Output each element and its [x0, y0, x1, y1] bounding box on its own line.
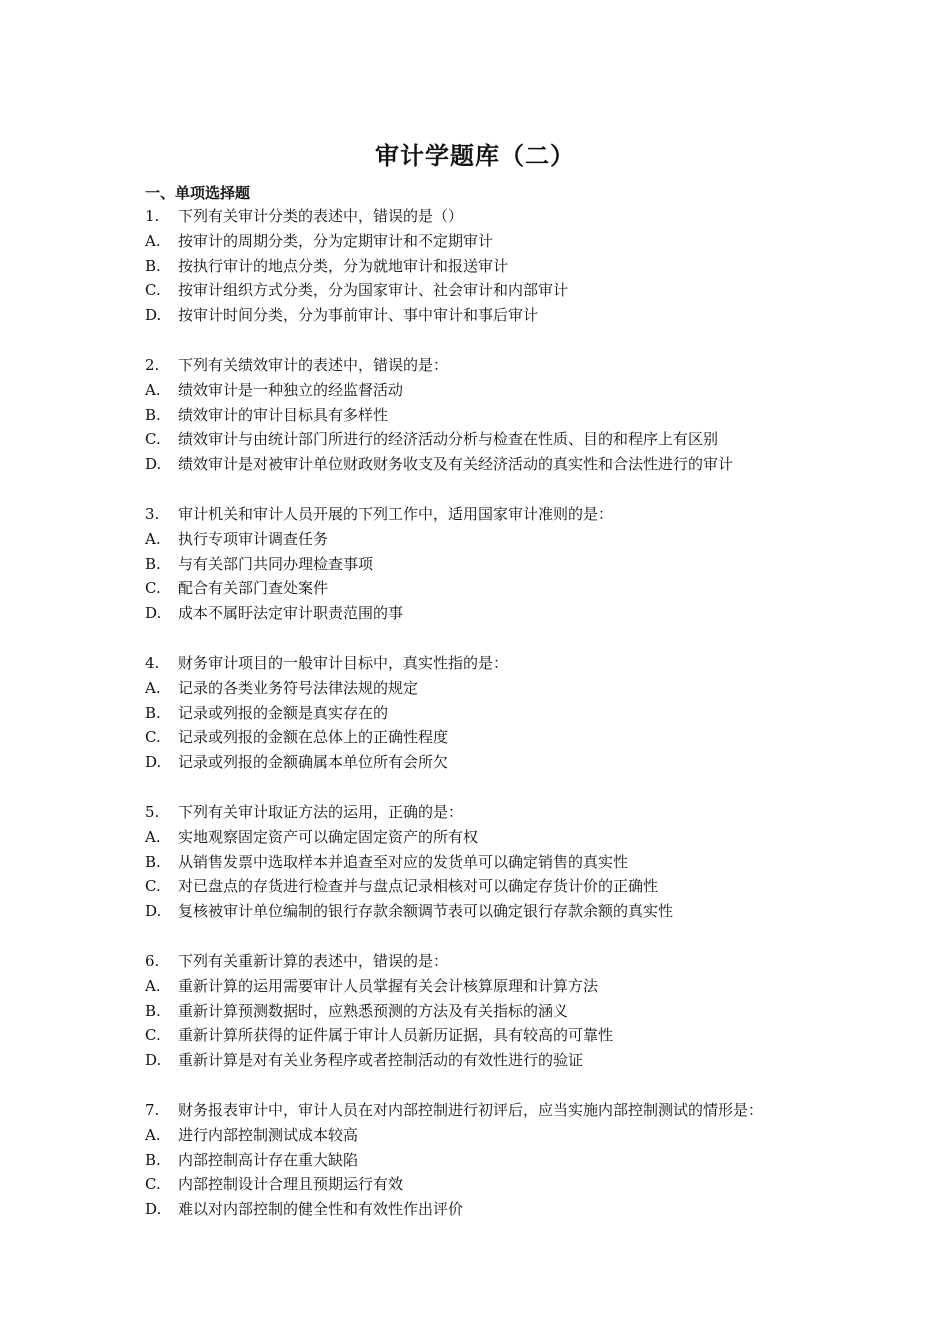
question-number: 7.	[145, 1100, 160, 1119]
question-4	[145, 651, 825, 775]
question-text: 下列有关绩效审计的表述中，错误的是：	[178, 355, 449, 374]
option-label: C.	[145, 1175, 161, 1194]
option-label: B.	[145, 703, 161, 722]
question-stem	[145, 502, 825, 527]
option-text: 重新计算是对有关业务程序或者控制活动的有效性进行的验证	[178, 1051, 584, 1070]
question-number: 2.	[145, 355, 160, 374]
question-text: 财务报表审计中，审计人员在对内部控制进行初评后，应当实施内部控制测试的情形是：	[178, 1100, 764, 1119]
question-stem	[145, 353, 825, 378]
option-d	[145, 1048, 825, 1073]
option-text: 记录的各类业务符号法律法规的规定	[178, 678, 419, 697]
option-text: 内部控制设计合理且预期运行有效	[178, 1175, 404, 1194]
option-label: A.	[145, 1125, 161, 1144]
option-text: 内部控制高计存在重大缺陷	[178, 1150, 359, 1169]
option-text: 实地观察固定资产可以确定固定资产的所有权	[178, 827, 479, 846]
option-label: D.	[145, 604, 162, 623]
option-label: A.	[145, 976, 161, 995]
question-number: 1.	[145, 207, 160, 225]
question-2	[145, 353, 825, 477]
option-text: 重新计算预测数据时，应熟悉预测的方法及有关指标的涵义	[178, 1001, 569, 1020]
option-c	[145, 874, 825, 899]
section-title: 一、单项选择题	[145, 184, 251, 202]
option-text: 按审计的周期分类，分为定期审计和不定期审计	[178, 231, 494, 250]
option-label: D.	[145, 1200, 162, 1219]
option-label: B.	[145, 256, 161, 275]
option-d	[145, 601, 825, 626]
question-text: 下列有关审计分类的表述中，错误的是（）	[178, 207, 464, 225]
option-text: 记录或列报的金额在总体上的正确性程度	[178, 728, 449, 747]
question-stem	[145, 949, 825, 974]
question-7	[145, 1098, 825, 1222]
option-d	[145, 1197, 825, 1222]
question-text: 下列有关重新计算的表述中，错误的是：	[178, 951, 449, 970]
question-3	[145, 502, 825, 626]
option-label: B.	[145, 852, 161, 871]
option-text: 按审计组织方式分类，分为国家审计、社会审计和内部审计	[178, 281, 569, 300]
option-c	[145, 427, 825, 452]
question-1	[145, 204, 825, 328]
option-a	[145, 1123, 825, 1148]
question-stem	[145, 800, 825, 825]
option-label: C.	[145, 430, 161, 449]
option-text: 从销售发票中选取样本并追查至对应的发货单可以确定销售的真实性	[178, 852, 629, 871]
question-stem	[145, 651, 825, 676]
option-label: A.	[145, 678, 161, 697]
option-text: 记录或列报的金额确属本单位所有会所欠	[178, 753, 449, 772]
option-label: C.	[145, 579, 161, 598]
option-b	[145, 1148, 825, 1173]
option-label: D.	[145, 753, 162, 772]
question-number: 6.	[145, 951, 160, 970]
option-d	[145, 303, 825, 328]
question-number: 5.	[145, 802, 160, 821]
option-b	[145, 850, 825, 875]
option-text: 成本不属盱法定审计职责范围的事	[178, 604, 404, 623]
option-label: C.	[145, 728, 161, 747]
option-label: B.	[145, 1150, 161, 1169]
option-text: 进行内部控制测试成本较高	[178, 1125, 359, 1144]
option-b	[145, 999, 825, 1024]
option-text: 记录或列报的金额是真实存在的	[178, 703, 389, 722]
question-list	[145, 204, 825, 1247]
option-label: A.	[145, 231, 161, 250]
question-stem	[145, 204, 825, 229]
question-6	[145, 949, 825, 1073]
option-text: 绩效审计是对被审计单位财政财务收支及有关经济活动的真实性和合法性进行的审计	[178, 455, 734, 474]
option-label: D.	[145, 306, 162, 325]
option-label: A.	[145, 380, 161, 399]
option-text: 重新计算的运用需要审计人员掌握有关会计核算原理和计算方法	[178, 976, 599, 995]
option-text: 复核被审计单位编制的银行存款余额调节表可以确定银行存款余额的真实性	[178, 902, 674, 921]
option-text: 绩效审计与由统计部门所进行的经济活动分析与检查在性质、目的和程序上有区别	[178, 430, 719, 449]
page-title: 审计学题库（二）	[375, 142, 575, 170]
option-text: 难以对内部控制的健全性和有效性作出评价	[178, 1200, 464, 1219]
option-label: C.	[145, 877, 161, 896]
option-text: 按审计时间分类，分为事前审计、事中审计和事后审计	[178, 306, 539, 325]
option-b	[145, 701, 825, 726]
option-a	[145, 527, 825, 552]
option-label: A.	[145, 529, 161, 548]
question-number: 4.	[145, 653, 160, 672]
option-b	[145, 403, 825, 428]
option-d	[145, 452, 825, 477]
option-label: B.	[145, 405, 161, 424]
question-number: 3.	[145, 504, 160, 523]
option-c	[145, 1023, 825, 1048]
option-b	[145, 254, 825, 279]
option-label: D.	[145, 455, 162, 474]
question-text: 下列有关审计取证方法的运用，正确的是：	[178, 802, 464, 821]
option-a	[145, 676, 825, 701]
option-label: D.	[145, 902, 162, 921]
question-5	[145, 800, 825, 924]
question-text: 审计机关和审计人员开展的下列工作中，适用国家审计准则的是：	[178, 504, 614, 523]
question-stem	[145, 1098, 825, 1123]
option-text: 绩效审计是一种独立的经监督活动	[178, 380, 404, 399]
option-text: 配合有关部门查处案件	[178, 579, 329, 598]
option-text: 绩效审计的审计目标具有多样性	[178, 405, 389, 424]
option-c	[145, 1172, 825, 1197]
option-a	[145, 378, 825, 403]
option-text: 与有关部门共同办理检查事项	[178, 554, 374, 573]
option-label: C.	[145, 281, 161, 300]
option-b	[145, 552, 825, 577]
option-text: 对已盘点的存货进行检查并与盘点记录相核对可以确定存货计价的正确性	[178, 877, 659, 896]
option-label: C.	[145, 1026, 161, 1045]
option-a	[145, 825, 825, 850]
option-a	[145, 974, 825, 999]
option-c	[145, 278, 825, 303]
option-d	[145, 899, 825, 924]
option-text: 按执行审计的地点分类，分为就地审计和报送审计	[178, 256, 509, 275]
option-label: A.	[145, 827, 161, 846]
option-text: 执行专项审计调查任务	[178, 529, 329, 548]
option-a	[145, 229, 825, 254]
option-label: D.	[145, 1051, 162, 1070]
option-c	[145, 725, 825, 750]
option-text: 重新计算所获得的证件属于审计人员新历证据，具有较高的可靠性	[178, 1026, 614, 1045]
option-label: B.	[145, 554, 161, 573]
option-c	[145, 576, 825, 601]
question-text: 财务审计项目的一般审计目标中，真实性指的是：	[178, 653, 509, 672]
option-label: B.	[145, 1001, 161, 1020]
option-d	[145, 750, 825, 775]
